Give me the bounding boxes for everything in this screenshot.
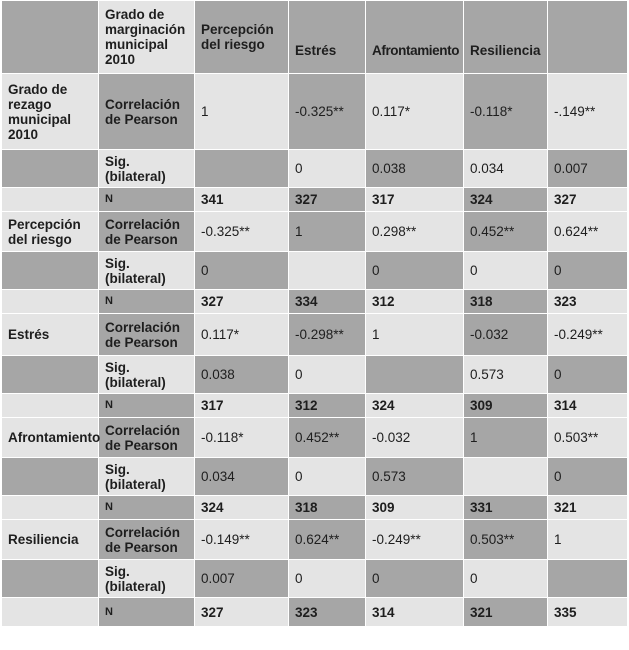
pearson-value: -.149**	[548, 74, 628, 150]
pearson-value: 1	[548, 520, 628, 560]
sig-value	[195, 150, 289, 188]
n-value: 323	[289, 598, 366, 627]
header-col-marginacion: Grado de marginación municipal 2010	[99, 1, 195, 74]
table-row	[2, 598, 628, 627]
row-label-sig: Sig. (bilateral)	[99, 560, 195, 598]
row-label-n: N	[99, 394, 195, 418]
pearson-value: -0.325**	[289, 74, 366, 150]
row-label-pearson: Correlación de Pearson	[99, 418, 195, 458]
n-value: 324	[195, 496, 289, 520]
row-label-sig: Sig. (bilateral)	[99, 356, 195, 394]
sig-value: 0	[289, 356, 366, 394]
n-value: 335	[548, 598, 628, 627]
n-value: 312	[366, 290, 464, 314]
table-row	[2, 314, 628, 356]
pearson-value: 1	[366, 314, 464, 356]
header-row	[2, 1, 628, 74]
pearson-value: 0.298**	[366, 212, 464, 252]
row-label-n: N	[99, 290, 195, 314]
empty-cell	[2, 290, 99, 314]
row-label-n: N	[99, 496, 195, 520]
pearson-value: -0.249**	[548, 314, 628, 356]
empty-cell	[2, 150, 99, 188]
row-variable-name: Grado de rezago municipal 2010	[2, 74, 99, 150]
empty-cell	[2, 356, 99, 394]
sig-value: 0	[289, 560, 366, 598]
row-label-pearson: Correlación de Pearson	[99, 520, 195, 560]
n-value: 321	[464, 598, 548, 627]
header-col-percepcion: Percepción del riesgo	[195, 1, 289, 74]
n-value: 327	[195, 290, 289, 314]
sig-value: 0	[289, 150, 366, 188]
sig-value: 0.573	[464, 356, 548, 394]
pearson-value: 1	[464, 418, 548, 458]
sig-value: 0.034	[195, 458, 289, 496]
sig-value: 0.038	[366, 150, 464, 188]
row-label-n: N	[99, 598, 195, 627]
sig-value: 0.007	[195, 560, 289, 598]
pearson-value: -0.032	[366, 418, 464, 458]
table-row	[2, 74, 628, 150]
pearson-value: -0.118*	[195, 418, 289, 458]
header-col-last	[548, 1, 628, 74]
pearson-value: -0.298**	[289, 314, 366, 356]
sig-value: 0	[464, 252, 548, 290]
sig-value: 0	[548, 458, 628, 496]
row-label-pearson: Correlación de Pearson	[99, 314, 195, 356]
pearson-value: 0.117*	[195, 314, 289, 356]
sig-value: 0	[195, 252, 289, 290]
table-row	[2, 356, 628, 394]
sig-value: 0	[366, 252, 464, 290]
pearson-value: 0.117*	[366, 74, 464, 150]
empty-cell	[2, 188, 99, 212]
table-row	[2, 290, 628, 314]
row-label-pearson: Correlación de Pearson	[99, 74, 195, 150]
pearson-value: -0.249**	[366, 520, 464, 560]
table-row	[2, 496, 628, 520]
row-variable-name: Resiliencia	[2, 520, 99, 560]
pearson-value: 0.624**	[548, 212, 628, 252]
row-variable-name: Afrontamiento	[2, 418, 99, 458]
table-row	[2, 520, 628, 560]
table-row	[2, 252, 628, 290]
pearson-value: -0.118*	[464, 74, 548, 150]
table-row	[2, 418, 628, 458]
row-variable-name: Percepción del riesgo	[2, 212, 99, 252]
n-value: 327	[548, 188, 628, 212]
pearson-value: -0.149**	[195, 520, 289, 560]
empty-cell	[2, 496, 99, 520]
sig-value: 0.034	[464, 150, 548, 188]
n-value: 312	[289, 394, 366, 418]
row-label-sig: Sig. (bilateral)	[99, 252, 195, 290]
row-label-pearson: Correlación de Pearson	[99, 212, 195, 252]
n-value: 327	[195, 598, 289, 627]
sig-value	[548, 560, 628, 598]
n-value: 331	[464, 496, 548, 520]
corner-cell	[2, 1, 99, 74]
n-value: 309	[464, 394, 548, 418]
n-value: 341	[195, 188, 289, 212]
correlation-table	[1, 0, 628, 627]
sig-value	[289, 252, 366, 290]
empty-cell	[2, 458, 99, 496]
n-value: 327	[289, 188, 366, 212]
table-row	[2, 150, 628, 188]
row-label-sig: Sig. (bilateral)	[99, 458, 195, 496]
sig-value: 0	[548, 252, 628, 290]
row-variable-name: Estrés	[2, 314, 99, 356]
row-label-n: N	[99, 188, 195, 212]
table-row	[2, 394, 628, 418]
pearson-value: 0.503**	[464, 520, 548, 560]
pearson-value: 1	[195, 74, 289, 150]
sig-value: 0	[548, 356, 628, 394]
n-value: 314	[548, 394, 628, 418]
n-value: 334	[289, 290, 366, 314]
n-value: 314	[366, 598, 464, 627]
table-row	[2, 560, 628, 598]
pearson-value: -0.032	[464, 314, 548, 356]
pearson-value: 0.503**	[548, 418, 628, 458]
sig-value	[366, 356, 464, 394]
pearson-value: 0.452**	[289, 418, 366, 458]
n-value: 309	[366, 496, 464, 520]
sig-value: 0	[366, 560, 464, 598]
pearson-value: 1	[289, 212, 366, 252]
sig-value: 0	[289, 458, 366, 496]
empty-cell	[2, 394, 99, 418]
pearson-value: 0.624**	[289, 520, 366, 560]
sig-value: 0.007	[548, 150, 628, 188]
sig-value	[464, 458, 548, 496]
n-value: 318	[289, 496, 366, 520]
empty-cell	[2, 560, 99, 598]
pearson-value: 0.452**	[464, 212, 548, 252]
sig-value: 0	[464, 560, 548, 598]
table-row	[2, 458, 628, 496]
empty-cell	[2, 252, 99, 290]
n-value: 324	[366, 394, 464, 418]
n-value: 317	[195, 394, 289, 418]
n-value: 318	[464, 290, 548, 314]
header-col-resiliencia: Resiliencia	[464, 1, 548, 74]
sig-value: 0.038	[195, 356, 289, 394]
empty-cell	[2, 598, 99, 627]
n-value: 323	[548, 290, 628, 314]
table-row	[2, 212, 628, 252]
header-col-afrontamiento: Afrontamiento	[366, 1, 464, 74]
row-label-sig: Sig. (bilateral)	[99, 150, 195, 188]
pearson-value: -0.325**	[195, 212, 289, 252]
n-value: 324	[464, 188, 548, 212]
n-value: 317	[366, 188, 464, 212]
n-value: 321	[548, 496, 628, 520]
table-row	[2, 188, 628, 212]
header-col-estres: Estrés	[289, 1, 366, 74]
sig-value: 0.573	[366, 458, 464, 496]
